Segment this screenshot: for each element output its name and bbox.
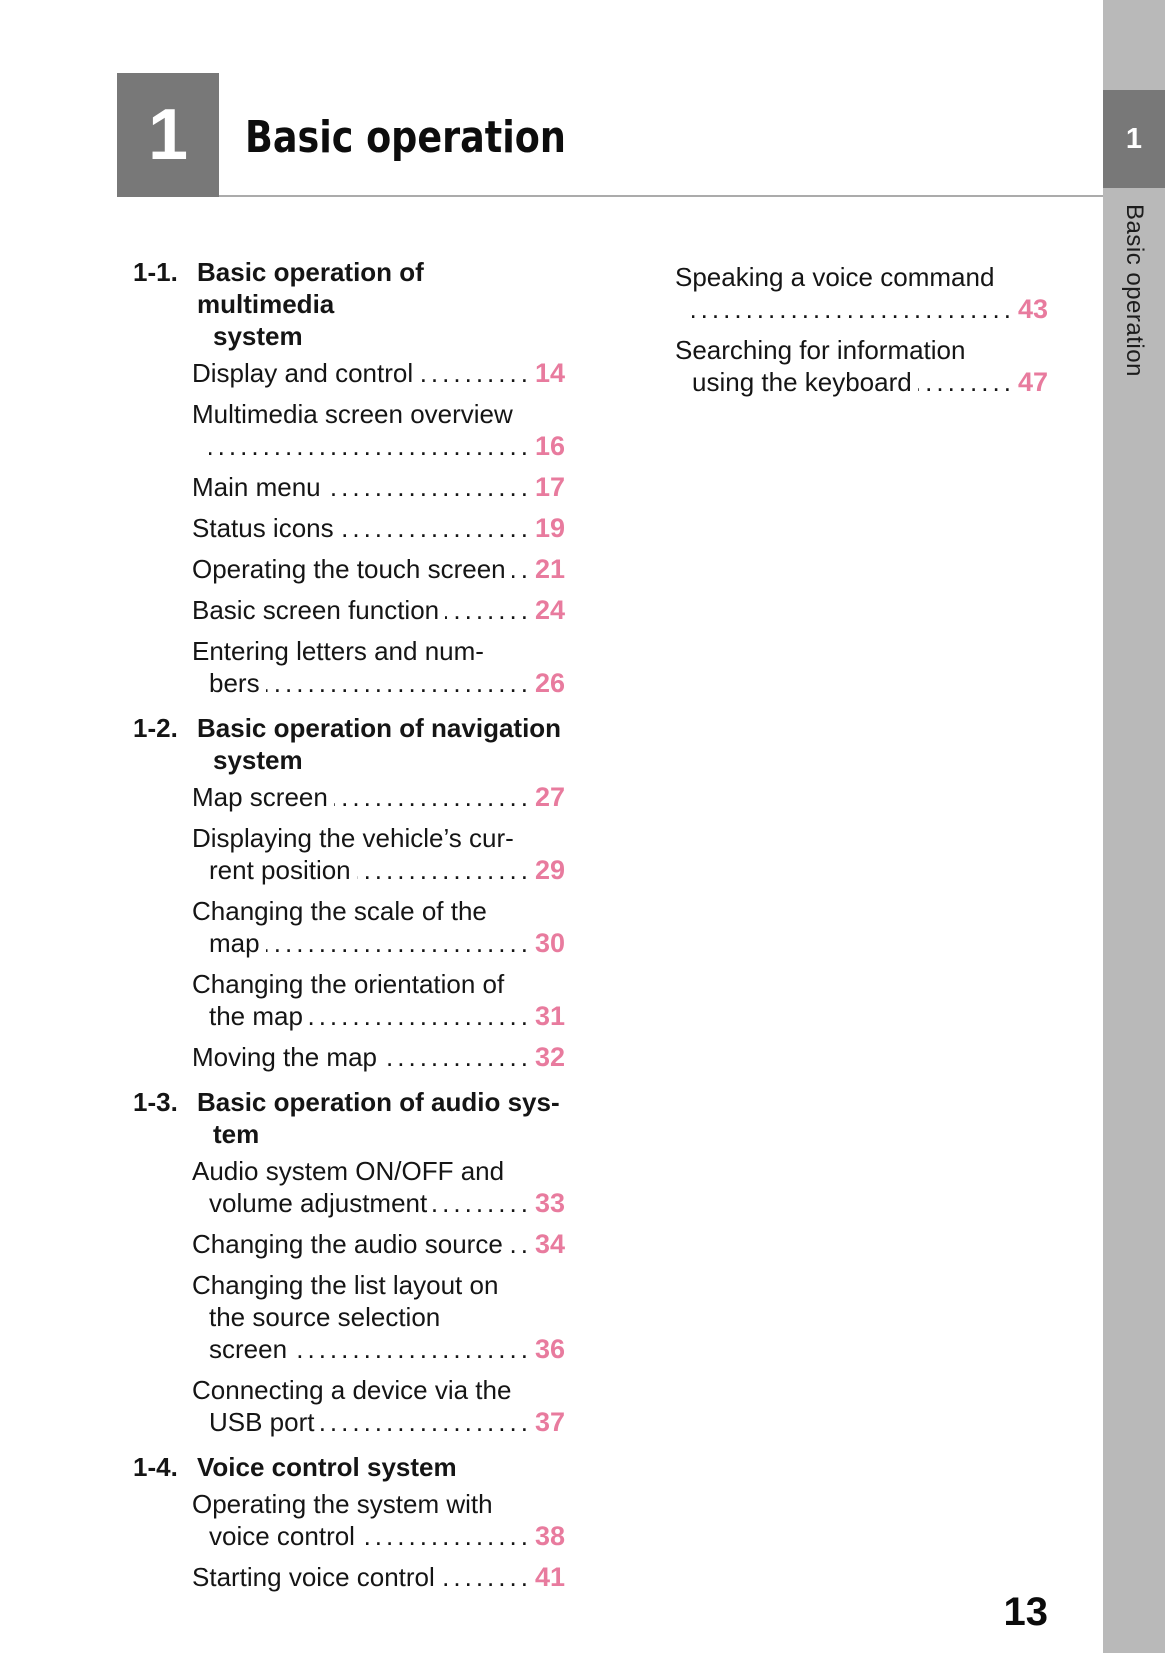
page-ref: 14 bbox=[534, 358, 565, 388]
toc-entry-text: Map screen bbox=[192, 782, 328, 812]
page-ref: 27 bbox=[534, 782, 565, 812]
dot-leader bbox=[383, 1041, 532, 1073]
toc-entry-line: Displaying the vehicle’s cur- bbox=[192, 823, 514, 853]
dot-leader bbox=[209, 430, 532, 462]
toc-entry bbox=[133, 1374, 565, 1438]
toc-entry-line bbox=[133, 471, 565, 503]
section-number: 1-2. bbox=[133, 713, 178, 743]
toc-entry-line bbox=[133, 1406, 565, 1438]
page-ref: 16 bbox=[534, 431, 565, 461]
toc-entry-line: Changing the list layout on bbox=[192, 1270, 499, 1300]
page-ref: 41 bbox=[534, 1562, 565, 1592]
dot-leader bbox=[321, 1406, 532, 1438]
toc-entry bbox=[133, 968, 565, 1032]
toc-entry-line: Searching for information bbox=[675, 335, 966, 365]
toc-entry bbox=[133, 471, 565, 503]
toc-section-heading-line: 1-4. Voice control system bbox=[133, 1452, 457, 1482]
toc-entry-text: screen bbox=[209, 1334, 288, 1364]
dot-leader bbox=[309, 1000, 532, 1032]
dot-leader bbox=[340, 512, 532, 544]
toc-entry-text: voice control bbox=[209, 1521, 355, 1551]
toc-section-heading bbox=[133, 1451, 565, 1483]
toc-entry-line: Entering letters and num- bbox=[192, 636, 484, 666]
header-divider bbox=[219, 195, 1103, 197]
page-ref: 24 bbox=[534, 595, 565, 625]
toc-entry-line bbox=[133, 1561, 565, 1593]
dot-leader bbox=[918, 366, 1015, 398]
toc-entry bbox=[133, 1041, 565, 1073]
page-ref: 21 bbox=[534, 554, 565, 584]
page-ref: 29 bbox=[534, 855, 565, 885]
toc-section-heading bbox=[133, 1086, 565, 1150]
dot-leader bbox=[445, 594, 532, 626]
dot-leader bbox=[293, 1333, 532, 1365]
toc-entry-text: using the keyboard bbox=[692, 367, 912, 397]
toc-entry-text: Basic screen function bbox=[192, 595, 440, 625]
dot-leader bbox=[266, 667, 532, 699]
page-ref: 47 bbox=[1017, 367, 1048, 397]
toc-entry bbox=[133, 357, 565, 389]
toc-section-heading-line: 1-1. Basic operation of multimedia bbox=[133, 257, 424, 319]
toc-entry bbox=[133, 553, 565, 585]
toc-entry-line bbox=[133, 1520, 565, 1552]
toc-entry-line bbox=[133, 1041, 565, 1073]
toc-entry-text: USB port bbox=[209, 1407, 315, 1437]
toc-entry bbox=[616, 261, 1048, 325]
chapter-number: 1 bbox=[147, 95, 189, 175]
toc-entry-line: Changing the orientation of bbox=[192, 969, 505, 999]
side-tab-label: Basic operation bbox=[1121, 204, 1148, 377]
toc-entry-line bbox=[133, 781, 565, 813]
section-number: 1-1. bbox=[133, 257, 178, 287]
toc-entry-line bbox=[133, 927, 565, 959]
toc-section-heading bbox=[133, 712, 565, 776]
toc-right-column bbox=[616, 261, 1048, 407]
toc-entry-line: Changing the scale of the bbox=[192, 896, 487, 926]
page-ref: 26 bbox=[534, 668, 565, 698]
section-number: 1-3. bbox=[133, 1087, 178, 1117]
section-number: 1-4. bbox=[133, 1452, 178, 1482]
toc-entry bbox=[133, 635, 565, 699]
toc-entry-line bbox=[616, 366, 1048, 398]
toc-entry bbox=[133, 1561, 565, 1593]
toc-section-heading-line: system bbox=[213, 745, 303, 775]
toc-entry-line: Multimedia screen overview bbox=[192, 399, 513, 429]
dot-leader bbox=[361, 1520, 532, 1552]
toc-entry bbox=[133, 781, 565, 813]
dot-leader bbox=[441, 1561, 532, 1593]
toc-entry-line bbox=[133, 1187, 565, 1219]
toc-entry-text: volume adjustment bbox=[209, 1188, 428, 1218]
toc-entry-line bbox=[133, 1228, 565, 1260]
toc-entry-text: Main menu bbox=[192, 472, 321, 502]
toc-left-column bbox=[133, 256, 565, 1602]
toc-entry bbox=[616, 334, 1048, 398]
toc-entry bbox=[133, 398, 565, 462]
toc-entry-text: Status icons bbox=[192, 513, 334, 543]
page-ref: 17 bbox=[534, 472, 565, 502]
toc-entry-line bbox=[133, 1333, 565, 1365]
toc-entry-line: Operating the system with bbox=[192, 1489, 493, 1519]
toc-entry-line bbox=[133, 512, 565, 544]
toc-entry-text: Starting voice control bbox=[192, 1562, 435, 1592]
page-ref: 19 bbox=[534, 513, 565, 543]
side-tab-number: 1 bbox=[1125, 122, 1143, 155]
side-tab bbox=[1103, 204, 1165, 424]
toc-entry-line bbox=[133, 854, 565, 886]
toc-entry-line bbox=[133, 594, 565, 626]
toc-entry-text: Operating the touch screen bbox=[192, 554, 506, 584]
toc-entry-line bbox=[616, 293, 1048, 325]
toc-section-heading-line: tem bbox=[213, 1119, 260, 1149]
toc-entry-text: Display and control bbox=[192, 358, 414, 388]
dot-leader bbox=[327, 471, 532, 503]
toc-entry-text: bers bbox=[209, 668, 260, 698]
toc-entry bbox=[133, 1228, 565, 1260]
toc-entry bbox=[133, 512, 565, 544]
toc-entry-line: Speaking a voice command bbox=[675, 262, 995, 292]
page-ref: 36 bbox=[534, 1334, 565, 1364]
toc-entry-text: the map bbox=[209, 1001, 303, 1031]
toc-entry-text: rent position bbox=[209, 855, 351, 885]
dot-leader bbox=[509, 1228, 532, 1260]
toc-entry-line: Audio system ON/OFF and bbox=[192, 1156, 505, 1186]
toc-entry bbox=[133, 1488, 565, 1552]
toc-entry bbox=[133, 822, 565, 886]
toc-entry-text: Changing the audio source bbox=[192, 1229, 503, 1259]
page-ref: 33 bbox=[534, 1188, 565, 1218]
dot-leader bbox=[357, 854, 532, 886]
toc-entry-text: Moving the map bbox=[192, 1042, 377, 1072]
toc-section-heading-line: 1-3. Basic operation of audio sys- bbox=[133, 1087, 560, 1117]
toc-entry-line: Connecting a device via the bbox=[192, 1375, 512, 1405]
page-ref: 37 bbox=[534, 1407, 565, 1437]
toc-section-heading bbox=[133, 256, 565, 352]
dot-leader bbox=[419, 357, 532, 389]
toc-entry-line: the source selection bbox=[209, 1302, 441, 1332]
chapter-title: Basic operation bbox=[245, 112, 566, 163]
page-ref: 31 bbox=[534, 1001, 565, 1031]
page-ref: 34 bbox=[534, 1229, 565, 1259]
dot-leader bbox=[692, 293, 1015, 325]
toc-entry bbox=[133, 1155, 565, 1219]
toc-entry-line bbox=[133, 430, 565, 462]
page-ref: 43 bbox=[1017, 294, 1048, 324]
toc-entry-line bbox=[133, 553, 565, 585]
page-ref: 38 bbox=[534, 1521, 565, 1551]
page-ref: 32 bbox=[534, 1042, 565, 1072]
toc-entry-line bbox=[133, 667, 565, 699]
toc-section-heading-line: system bbox=[213, 321, 303, 351]
toc-section-heading-line: 1-2. Basic operation of navigation bbox=[133, 713, 562, 743]
dot-leader bbox=[266, 927, 532, 959]
chapter-number-box bbox=[117, 73, 219, 197]
toc-entry bbox=[133, 895, 565, 959]
toc-entry bbox=[133, 1269, 565, 1365]
page-number: 13 bbox=[1003, 1590, 1048, 1634]
toc-entry-line bbox=[133, 1000, 565, 1032]
dot-leader bbox=[512, 553, 532, 585]
page-ref: 30 bbox=[534, 928, 565, 958]
side-tab-number-box bbox=[1103, 90, 1165, 188]
toc-entry bbox=[133, 594, 565, 626]
dot-leader bbox=[334, 781, 532, 813]
dot-leader bbox=[433, 1187, 532, 1219]
toc-entry-line bbox=[133, 357, 565, 389]
toc-entry-text: map bbox=[209, 928, 260, 958]
